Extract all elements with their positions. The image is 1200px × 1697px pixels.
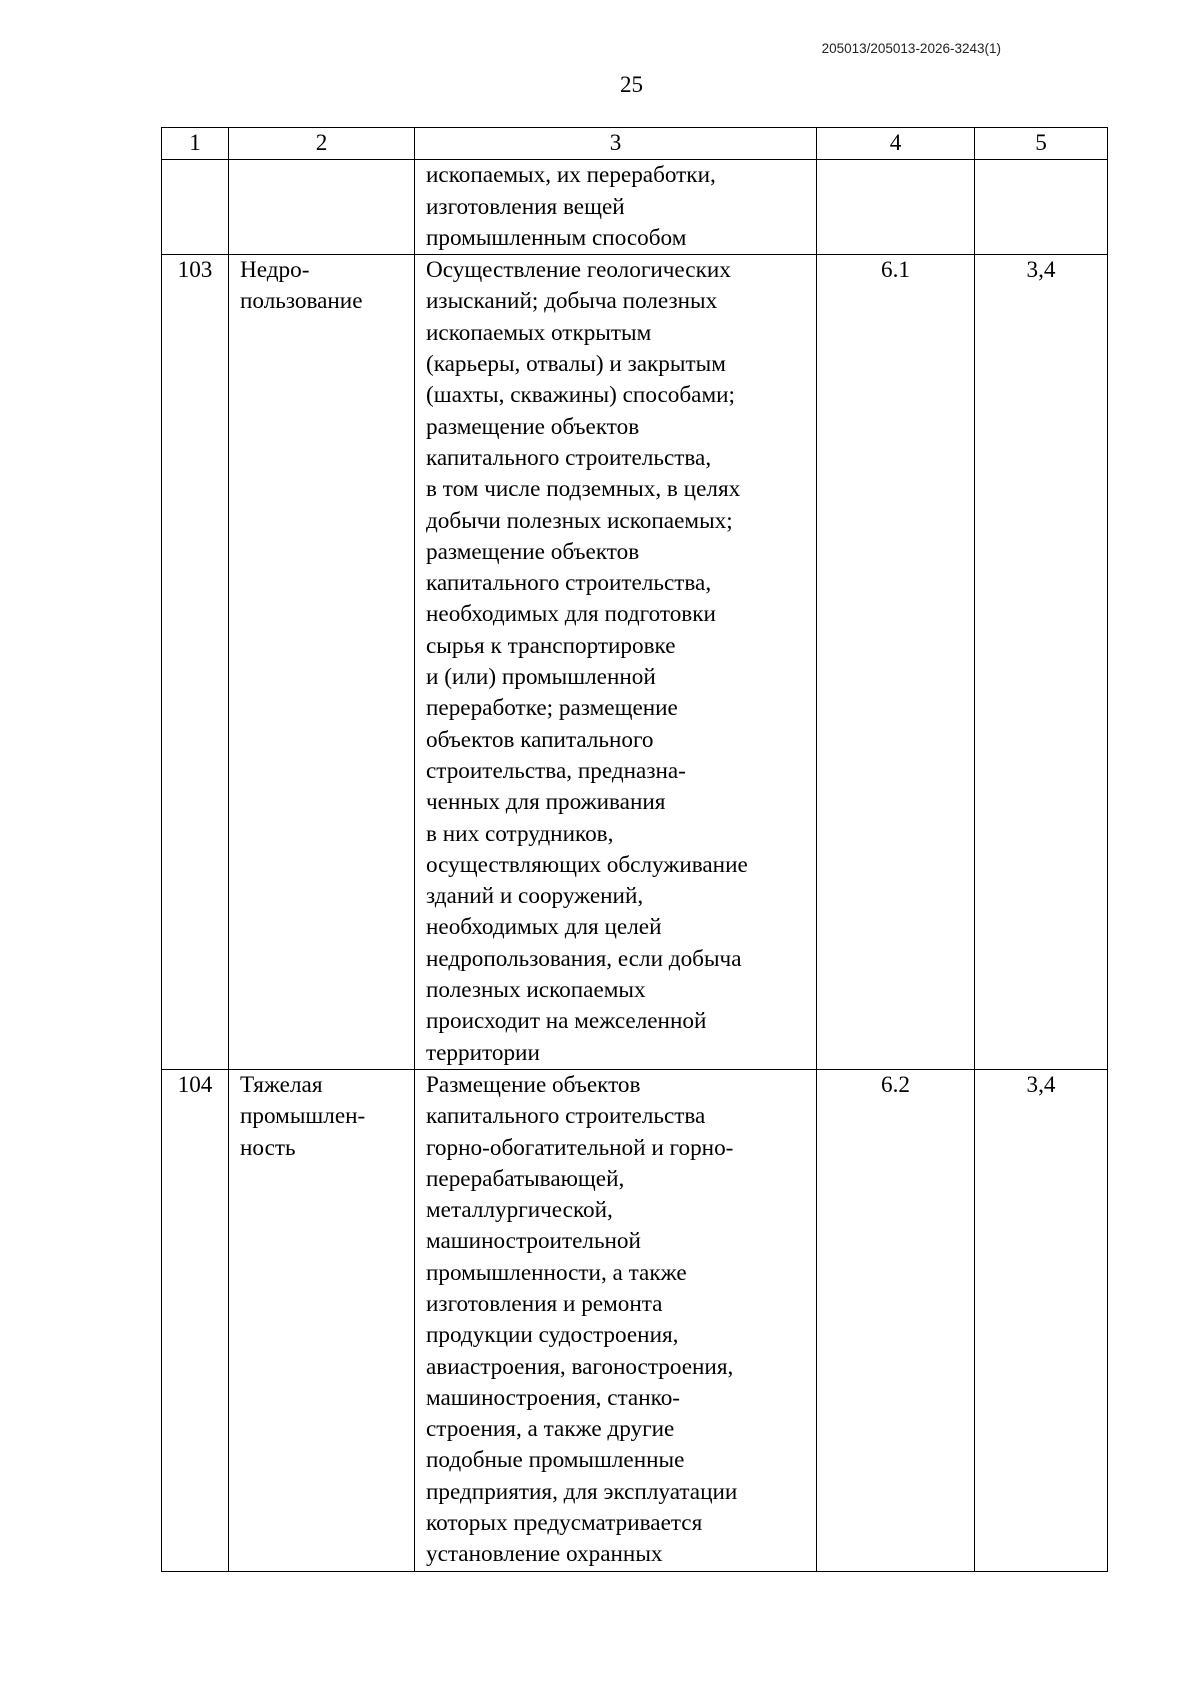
use-description-line: изготовления и ремонта <box>426 1290 663 1317</box>
use-description-line: промышленности, а также <box>426 1259 687 1286</box>
use-description-line: размещение объектов <box>426 538 640 565</box>
use-description-line: ископаемых, их переработки, <box>426 162 716 189</box>
use-description-line: в том числе подземных, в целях <box>426 476 741 503</box>
use-description-line: изготовления вещей <box>426 193 625 220</box>
use-name-cell <box>229 255 415 1070</box>
zones-value: 3,4 <box>1026 1071 1056 1098</box>
row-number-cell <box>162 255 229 1070</box>
table-body <box>162 160 1108 1571</box>
use-description-line: изысканий; добыча полезных <box>426 288 718 315</box>
use-description-line: капитального строительства, <box>426 570 712 597</box>
row-number-cell <box>162 160 229 255</box>
use-description-line: строительства, предназна- <box>426 757 686 784</box>
land-use-table <box>161 127 1108 1572</box>
use-description-line: авиастроения, вагоностроения, <box>426 1353 734 1380</box>
use-description-line: происходит на межселенной <box>426 1008 707 1035</box>
use-code: 6.2 <box>881 1071 910 1098</box>
column-header: 4 <box>817 128 975 160</box>
use-description-line: осуществляющих обслуживание <box>426 851 748 878</box>
zones-value: 3,4 <box>1026 257 1056 284</box>
use-name-line: ность <box>240 1134 296 1161</box>
use-description-line: добычи полезных ископаемых; <box>426 507 733 534</box>
use-description-line: строения, а также другие <box>426 1416 675 1443</box>
use-description-line: территории <box>426 1039 540 1066</box>
use-description-cell <box>415 1069 817 1571</box>
table-row <box>162 255 1108 1070</box>
use-name-line: Тяжелая <box>240 1071 323 1098</box>
use-description-cell <box>415 255 817 1070</box>
use-description-line: полезных ископаемых <box>426 977 646 1004</box>
use-description-line: металлургической, <box>426 1197 613 1224</box>
use-description-line: необходимых для целей <box>426 914 662 941</box>
zones-cell <box>975 160 1108 255</box>
use-name-line: Недро- <box>240 257 310 284</box>
use-description-line: (карьеры, отвалы) и закрытым <box>426 351 726 378</box>
use-code-cell <box>817 1069 975 1571</box>
use-description-line: сырья к транспортировке <box>426 632 676 659</box>
table-header-row <box>162 128 1108 160</box>
use-description-line: подобные промышленные <box>426 1447 685 1474</box>
use-description-cell <box>415 160 817 255</box>
column-header: 1 <box>162 128 229 160</box>
use-name-cell <box>229 160 415 255</box>
table-row <box>162 1069 1108 1571</box>
table-row <box>162 160 1108 255</box>
column-header: 2 <box>229 128 415 160</box>
use-description-line: ископаемых открытым <box>426 319 652 346</box>
document-id: 205013/205013-2026-3243(1) <box>821 41 1001 56</box>
use-description-line: перерабатывающей, <box>426 1165 625 1192</box>
use-name-line: промышлен- <box>240 1103 366 1130</box>
use-description-line: и (или) промышленной <box>426 664 656 691</box>
row-number: 103 <box>177 257 213 284</box>
use-description-line: объектов капитального <box>426 726 654 753</box>
use-description-line: (шахты, скважины) способами; <box>426 382 735 409</box>
use-description-line: переработке; размещение <box>426 695 678 722</box>
use-description-line: машиностроения, станко- <box>426 1384 681 1411</box>
use-description-line: машиностроительной <box>426 1228 641 1255</box>
use-description-line: размещение объектов <box>426 413 640 440</box>
use-description-line: ченных для проживания <box>426 789 666 816</box>
use-description-line: капитального строительства <box>426 1103 706 1130</box>
use-description-line: продукции судостроения, <box>426 1322 679 1349</box>
use-code-cell <box>817 160 975 255</box>
use-description-line: капитального строительства, <box>426 444 712 471</box>
use-description-line: необходимых для подготовки <box>426 601 716 628</box>
zones-cell <box>975 255 1108 1070</box>
row-number: 104 <box>177 1071 213 1098</box>
page-number: 25 <box>620 72 643 97</box>
use-description-line: недропользования, если добыча <box>426 945 742 972</box>
row-number-cell <box>162 1069 229 1571</box>
column-header: 3 <box>415 128 817 160</box>
use-description-line: которых предусматривается <box>426 1510 703 1537</box>
use-description-line: установление охранных <box>426 1541 663 1568</box>
use-description-line: Размещение объектов <box>426 1071 641 1098</box>
use-code: 6.1 <box>881 257 910 284</box>
use-code-cell <box>817 255 975 1070</box>
use-description-line: Осуществление геологических <box>426 257 731 284</box>
use-description-line: предприятия, для эксплуатации <box>426 1478 738 1505</box>
zones-cell <box>975 1069 1108 1571</box>
column-header: 5 <box>975 128 1108 160</box>
use-description-line: горно-обогатительной и горно- <box>426 1134 734 1161</box>
use-name-line: пользование <box>240 288 363 315</box>
use-description-line: зданий и сооружений, <box>426 883 644 910</box>
use-description-line: промышленным способом <box>426 224 687 251</box>
use-name-cell <box>229 1069 415 1571</box>
use-description-line: в них сотрудников, <box>426 820 614 847</box>
